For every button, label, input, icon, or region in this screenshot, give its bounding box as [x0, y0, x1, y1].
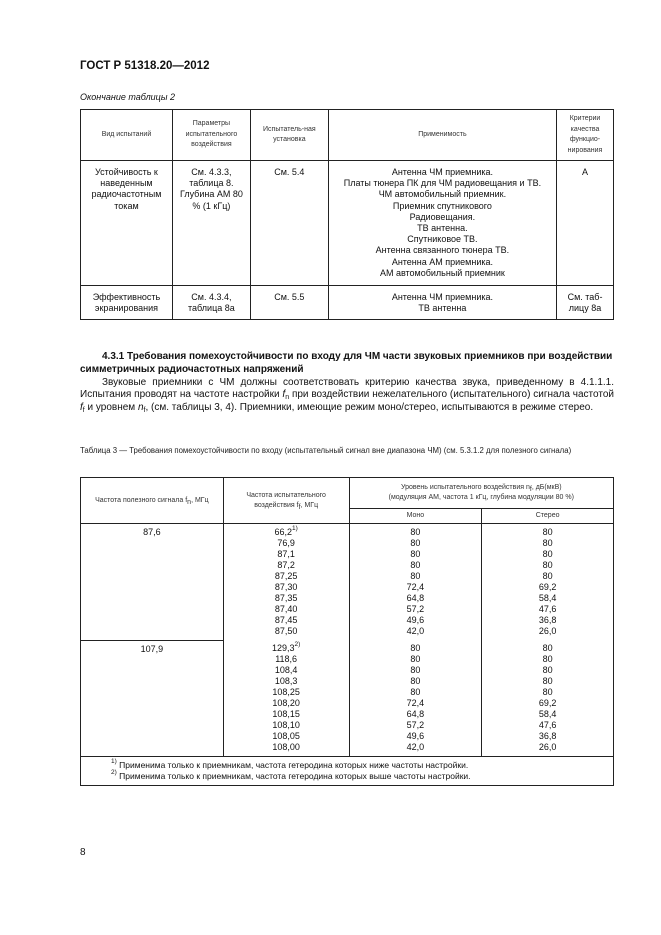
criteria-cell: См. таб-лицу 8а	[557, 286, 614, 320]
footnote-text: Применима только к приемникам, частота гетеродина которых ниже частоты настройки.	[119, 760, 469, 770]
table2-header-cell: Применимость	[328, 110, 556, 161]
document-header: ГОСТ Р 51318.20—2012	[80, 60, 210, 72]
header-sub: n	[187, 498, 192, 506]
table3-group-row	[81, 640, 614, 757]
stereo-level-value: 47,6	[538, 720, 557, 730]
test-freq-list	[223, 524, 349, 641]
test-freq-value: 118,6	[275, 654, 298, 664]
mono-level-value: 80	[410, 654, 421, 664]
stereo-level-value: 26,0	[538, 742, 557, 752]
test-freq-value: 129,3$^{2)}$	[271, 641, 301, 653]
footnote-mark: 1)	[111, 758, 117, 765]
footnote	[111, 760, 613, 771]
mono-level-value: 80	[410, 538, 421, 548]
test-freq-value: 87,35	[274, 593, 298, 603]
stereo-level-value: 80	[542, 571, 553, 581]
header-text: Частота испытательного воздействия f	[246, 491, 326, 509]
stereo-level-value: 80	[542, 538, 553, 548]
test-freq-value: 87,2	[277, 560, 295, 570]
stereo-header: Стерео	[482, 509, 614, 524]
mono-level-value: 80	[410, 549, 421, 559]
stereo-level-value: 47,6	[538, 604, 557, 614]
mono-level-value: 80	[410, 687, 421, 697]
test-freq-value: 108,3	[274, 676, 298, 686]
table-3	[80, 477, 614, 786]
stereo-level-value: 80	[542, 665, 553, 675]
header-sub: f	[298, 503, 301, 511]
symbol: n	[137, 401, 144, 413]
stereo-level-value: 58,4	[538, 709, 557, 719]
symbol-sub: f	[82, 406, 85, 414]
footnote-text: Применима только к приемникам, частота гетеродина которых выше частоты настройки.	[119, 771, 471, 781]
table2-continuation-label: Окончание таблицы 2	[80, 92, 175, 102]
mono-level-value: 42,0	[406, 742, 425, 752]
stereo-level-value: 26,0	[538, 626, 557, 636]
test-freq-value: 87,1	[277, 549, 295, 559]
stereo-level-value: 80	[542, 687, 553, 697]
mono-level-value: 80	[410, 665, 421, 675]
mono-level-value: 72,4	[406, 582, 425, 592]
setup-cell: См. 5.4	[250, 161, 328, 286]
params-cell: См. 4.3.4, таблица 8а	[172, 286, 250, 320]
header-text: Частота полезного сигнала f	[95, 496, 188, 504]
test-freq-value: 76,9	[277, 538, 295, 548]
mono-level-value: 49,6	[406, 731, 425, 741]
paragraph-text: при воздействии нежелательного (испытательного) сигнала частотой	[291, 389, 614, 401]
applicability-cell: Антенна ЧМ приемника. ТВ антенна	[328, 286, 556, 320]
symbol-sub: f	[143, 406, 146, 414]
mono-header: Моно	[349, 509, 482, 524]
stereo-level-list	[482, 640, 614, 757]
test-freq-value: 87,45	[274, 615, 298, 625]
mono-level-value: 42,0	[406, 626, 425, 636]
useful-freq-header	[81, 478, 224, 524]
stereo-level-list	[482, 524, 614, 641]
mono-level-value: 80	[410, 676, 421, 686]
footnote-ref: 2)	[294, 641, 301, 648]
test-freq-value: 108,20	[272, 698, 300, 708]
table2-header-cell: Вид испытаний	[81, 110, 173, 161]
footnotes-cell	[81, 757, 614, 786]
table2-header-cell: Испытатель-ная установка	[250, 110, 328, 161]
section-paragraph	[80, 377, 614, 414]
table3-footnotes-row	[81, 757, 614, 786]
mono-level-list	[349, 524, 482, 641]
table-2	[80, 109, 614, 320]
stereo-level-value: 80	[542, 549, 553, 559]
header-text: , МГц	[300, 501, 319, 509]
useful-freq-cell: 87,6	[81, 524, 224, 641]
stereo-level-value: 36,8	[538, 731, 557, 741]
test-freq-value: 108,00	[272, 742, 300, 752]
params-cell: См. 4.3.3, таблица 8. Глубина АМ 80 % (1 кГц)	[172, 161, 250, 286]
header-text: (модуляция АМ, частота 1 кГц, глубина модуляции 80 %)	[388, 494, 574, 501]
table3-caption: Таблица 3 — Требования помехоустойчивости по входу (испытательный сигнал вне диапазона ЧМ) (см. 5.3.1.2 для полезного сигнала)	[80, 446, 572, 455]
stereo-level-value: 69,2	[538, 582, 557, 592]
footnote-ref: 1)	[292, 525, 298, 532]
mono-level-value: 80	[410, 527, 421, 537]
stereo-level-value: 69,2	[538, 698, 557, 708]
header-text: , МГц	[191, 496, 209, 504]
table3-group-row	[81, 524, 614, 641]
mono-level-value: 80	[410, 643, 421, 653]
test-freq-value: 66,2$^{1)}$	[274, 525, 298, 537]
section-title-text: 4.3.1 Требования помехоустойчивости по входу для ЧМ части звуковых приемников при воздействии симметричных радиочастотных напряжений	[80, 351, 613, 375]
test-freq-value: 87,40	[274, 604, 298, 614]
test-type-cell: Эффективность экранирования	[81, 286, 173, 320]
header-sub: f	[529, 486, 532, 493]
level-header	[349, 478, 613, 509]
mono-level-value: 64,8	[406, 709, 425, 719]
setup-cell: См. 5.5	[250, 286, 328, 320]
stereo-level-value: 80	[542, 676, 553, 686]
table2-row	[81, 286, 614, 320]
page-number: 8	[80, 847, 86, 858]
test-type-cell: Устойчивость к наведенным радиочастотным токам	[81, 161, 173, 286]
stereo-level-value: 80	[542, 527, 553, 537]
useful-freq-cell: 107,9	[81, 640, 224, 757]
header-text: Уровень испытательного воздействия n	[400, 484, 530, 491]
mono-level-value: 57,2	[406, 720, 425, 730]
mono-level-value: 72,4	[406, 698, 425, 708]
test-freq-value: 87,25	[274, 571, 298, 581]
criteria-cell: А	[557, 161, 614, 286]
stereo-level-value: 80	[542, 560, 553, 570]
table3-header-row	[81, 478, 614, 509]
test-freq-value: 108,05	[272, 731, 300, 741]
paragraph-text: Звуковые приемники с ЧМ должны соответствовать критерию качества звука, приведенному в 4.1.1.1. Испытания проводят на частоте настройки	[80, 377, 614, 401]
test-freq-list	[223, 640, 349, 757]
mono-level-value: 57,2	[406, 604, 425, 614]
stereo-level-value: 80	[542, 654, 553, 664]
mono-level-value: 80	[410, 560, 421, 570]
symbol: f	[282, 389, 286, 401]
paragraph-text: , (см. таблицы 3, 4). Приемники, имеющие режим моно/стерео, испытываются в режиме стерео.	[145, 401, 594, 413]
table2-header-cell: Параметры испытательного воздействия	[172, 110, 250, 161]
section-title	[80, 351, 614, 376]
footnote	[111, 771, 613, 782]
stereo-level-value: 58,4	[538, 593, 557, 603]
test-freq-value: 87,50	[274, 626, 298, 636]
test-freq-value: 108,15	[272, 709, 300, 719]
stereo-level-value: 80	[542, 643, 553, 653]
symbol: f	[80, 401, 83, 413]
test-freq-value: 108,25	[272, 687, 300, 697]
header-text: , дБ(мкВ)	[531, 484, 562, 491]
applicability-cell: Антенна ЧМ приемника. Платы тюнера ПК для ЧМ радиовещания и ТВ. ЧМ автомобильный приемник. Приемник спутникового Радиовещания. ТВ антенна. Спутниковое ТВ. Антенна связанного тюнера ТВ. Антенна АМ приемника. АМ автомобильный приемник	[328, 161, 556, 286]
mono-level-value: 80	[410, 571, 421, 581]
test-freq-header	[223, 478, 349, 524]
paragraph-text: и уровнем	[87, 401, 136, 413]
mono-level-value: 49,6	[406, 615, 425, 625]
mono-level-list	[349, 640, 482, 757]
test-freq-value: 108,10	[272, 720, 300, 730]
mono-level-value: 64,8	[406, 593, 425, 603]
table2-row	[81, 161, 614, 286]
test-freq-value: 108,4	[274, 665, 298, 675]
symbol-sub: n	[285, 394, 290, 402]
footnote-mark: 2)	[111, 769, 117, 776]
test-freq-value: 87,30	[274, 582, 298, 592]
table2-header-row	[81, 110, 614, 161]
stereo-level-value: 36,8	[538, 615, 557, 625]
table2-header-cell: Критерии качества функцио-нирования	[557, 110, 614, 161]
